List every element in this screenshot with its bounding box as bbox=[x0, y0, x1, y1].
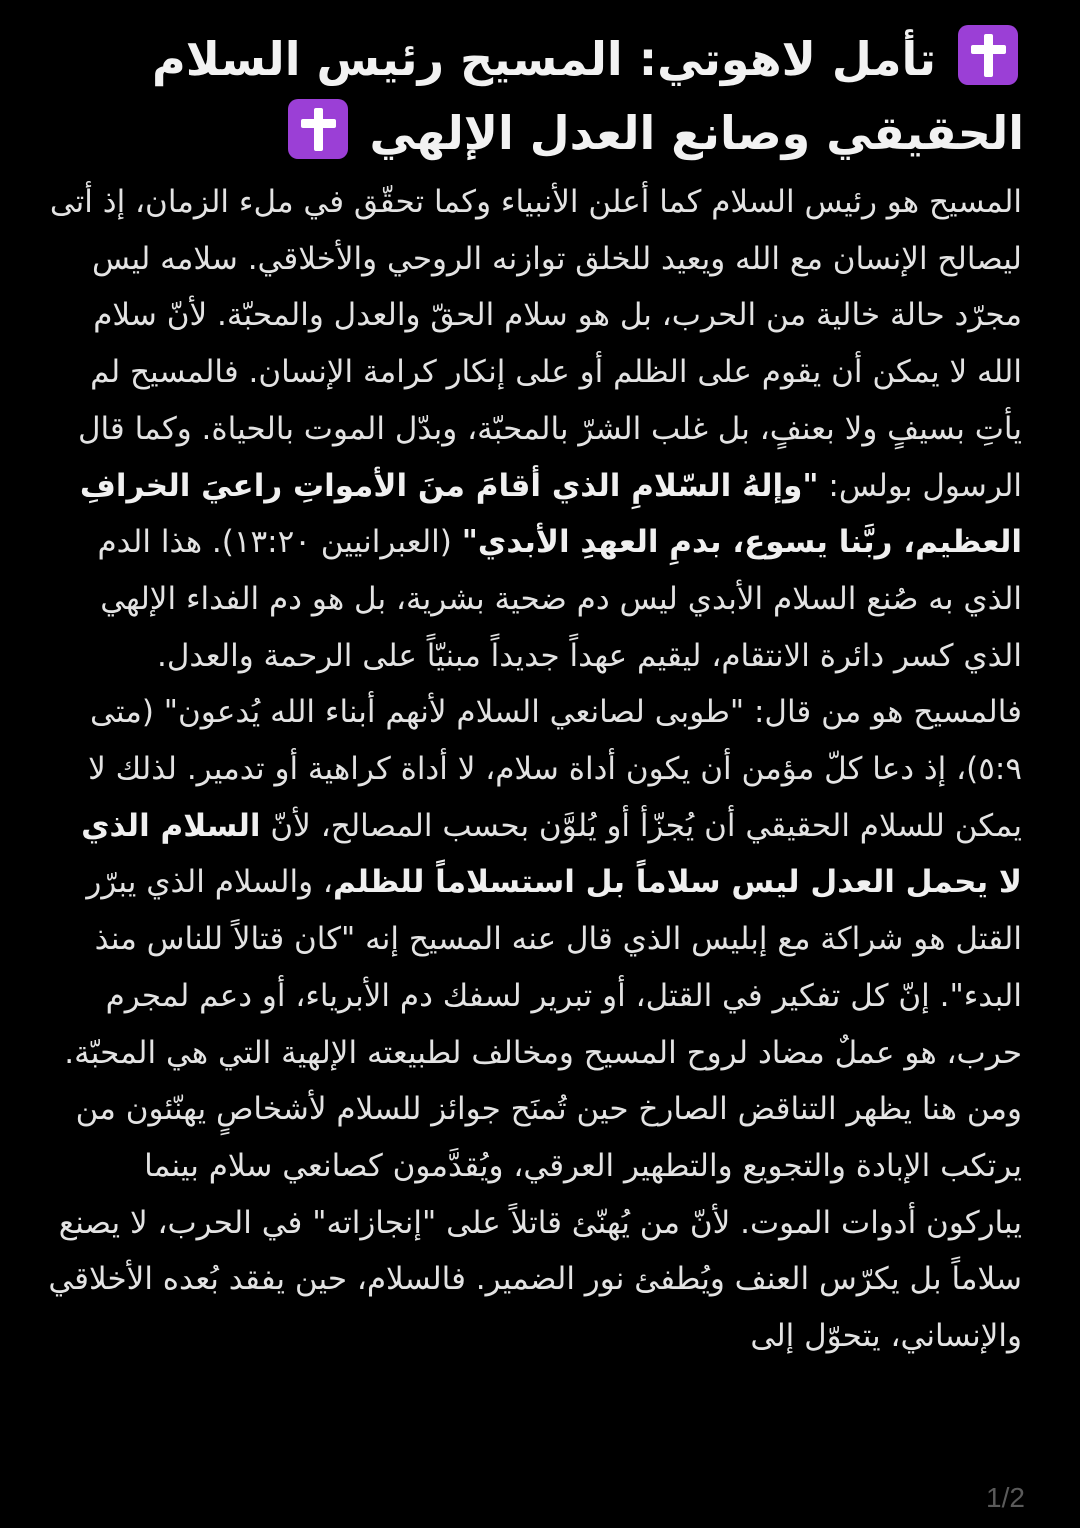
body-text-segment: (العبرانيين ١٣:٢٠). هذا الدم الذي به صُنع السلام الأبدي ليس دم ضحية بشرية، بل هو دم الفداء الإلهي الذي كسر دائرة الانتقام، ليقيم عهداً جديداً مبنيّاً على الرحمة والعدل. فالمسيح هو من قال: "طوبى لصانعي السلام لأنهم أبناء الله يُدعون" (متى ٥:٩)، إذ دعا كلّ مؤمن أن يكون أداة سلام، لا أداة كراهية أو تدمير. لذلك لا يمكن للسلام الحقيقي أن يُجزّأ أو يُلوَّن بحسب المصالح، لأنّ bbox=[88, 524, 1022, 844]
emphasis-bold: السلام الذي لا يحمل العدل ليس سلاماً بل استسلاماً للظلم bbox=[81, 807, 1022, 901]
body-text-segment: ، والسلام الذي يبرّر القتل هو شراكة مع إبليس الذي قال عنه المسيح إنه "كان قتالاً للناس منذ البدء". إنّ كل تفكير في القتل، أو تبرير لسفك دم الأبرياء، أو دعم لمجرم حرب، هو عملٌ مضاد لروح المسيح ومخالف لطبيعته الإلهية التي هي المحبّة. ومن هنا يظهر التناقض الصارخ حين تُمنَح جوائز للسلام لأشخاصٍ يهنّئون من يرتكب الإبادة والتجويع والتطهير العرقي، ويُقدَّمون كصانعي سلام بينما يباركون أدوات الموت. لأنّ من يُهنّئ قاتلاً على "إنجازاته" في الحرب، لا يصنع سلاماً بل يكرّس العنف ويُطفئ نور الضمير. فالسلام، حين يفقد بُعده الأخلاقي والإنساني، يتحوّل إلى bbox=[48, 864, 1022, 1355]
body-text-segment: المسيح هو رئيس السلام كما أعلن الأنبياء وكما تحقّق في ملء الزمان، إذ أتى ليصالح الإنسان مع الله ويعيد للخلق توازنه الروحي والأخلاقي. سلامه ليس مجرّد حالة خالية من الحرب، بل هو سلام الحقّ والعدل والمحبّة. لأنّ سلام الله لا يمكن أن يقوم على الظلم أو على إنكار كرامة الإنسان. فالمسيح لم يأتِ بسيفٍ ولا بعنفٍ، بل غلب الشرّ بالمحبّة، وبدّل الموت بالحياة. وكما قال الرسول بولس: bbox=[49, 184, 1022, 504]
latin-cross-icon bbox=[958, 25, 1018, 85]
latin-cross-icon bbox=[288, 99, 348, 159]
page-title bbox=[48, 22, 1024, 170]
body-paragraph bbox=[48, 174, 1024, 1365]
title-part-1: تأمل لاهوتي: المسيح رئيس السلام bbox=[151, 32, 936, 86]
page-indicator: 1/2 bbox=[986, 1482, 1025, 1513]
title-part-2: الحقيقي وصانع العدل الإلهي bbox=[369, 106, 1024, 160]
scripture-quote-bold: "وإلهُ السّلامِ الذي أقامَ منَ الأمواتِ راعيَ الخرافِ العظيم، ربَّنا يسوع، بدمِ العهدِ الأبدي" bbox=[79, 467, 1022, 561]
